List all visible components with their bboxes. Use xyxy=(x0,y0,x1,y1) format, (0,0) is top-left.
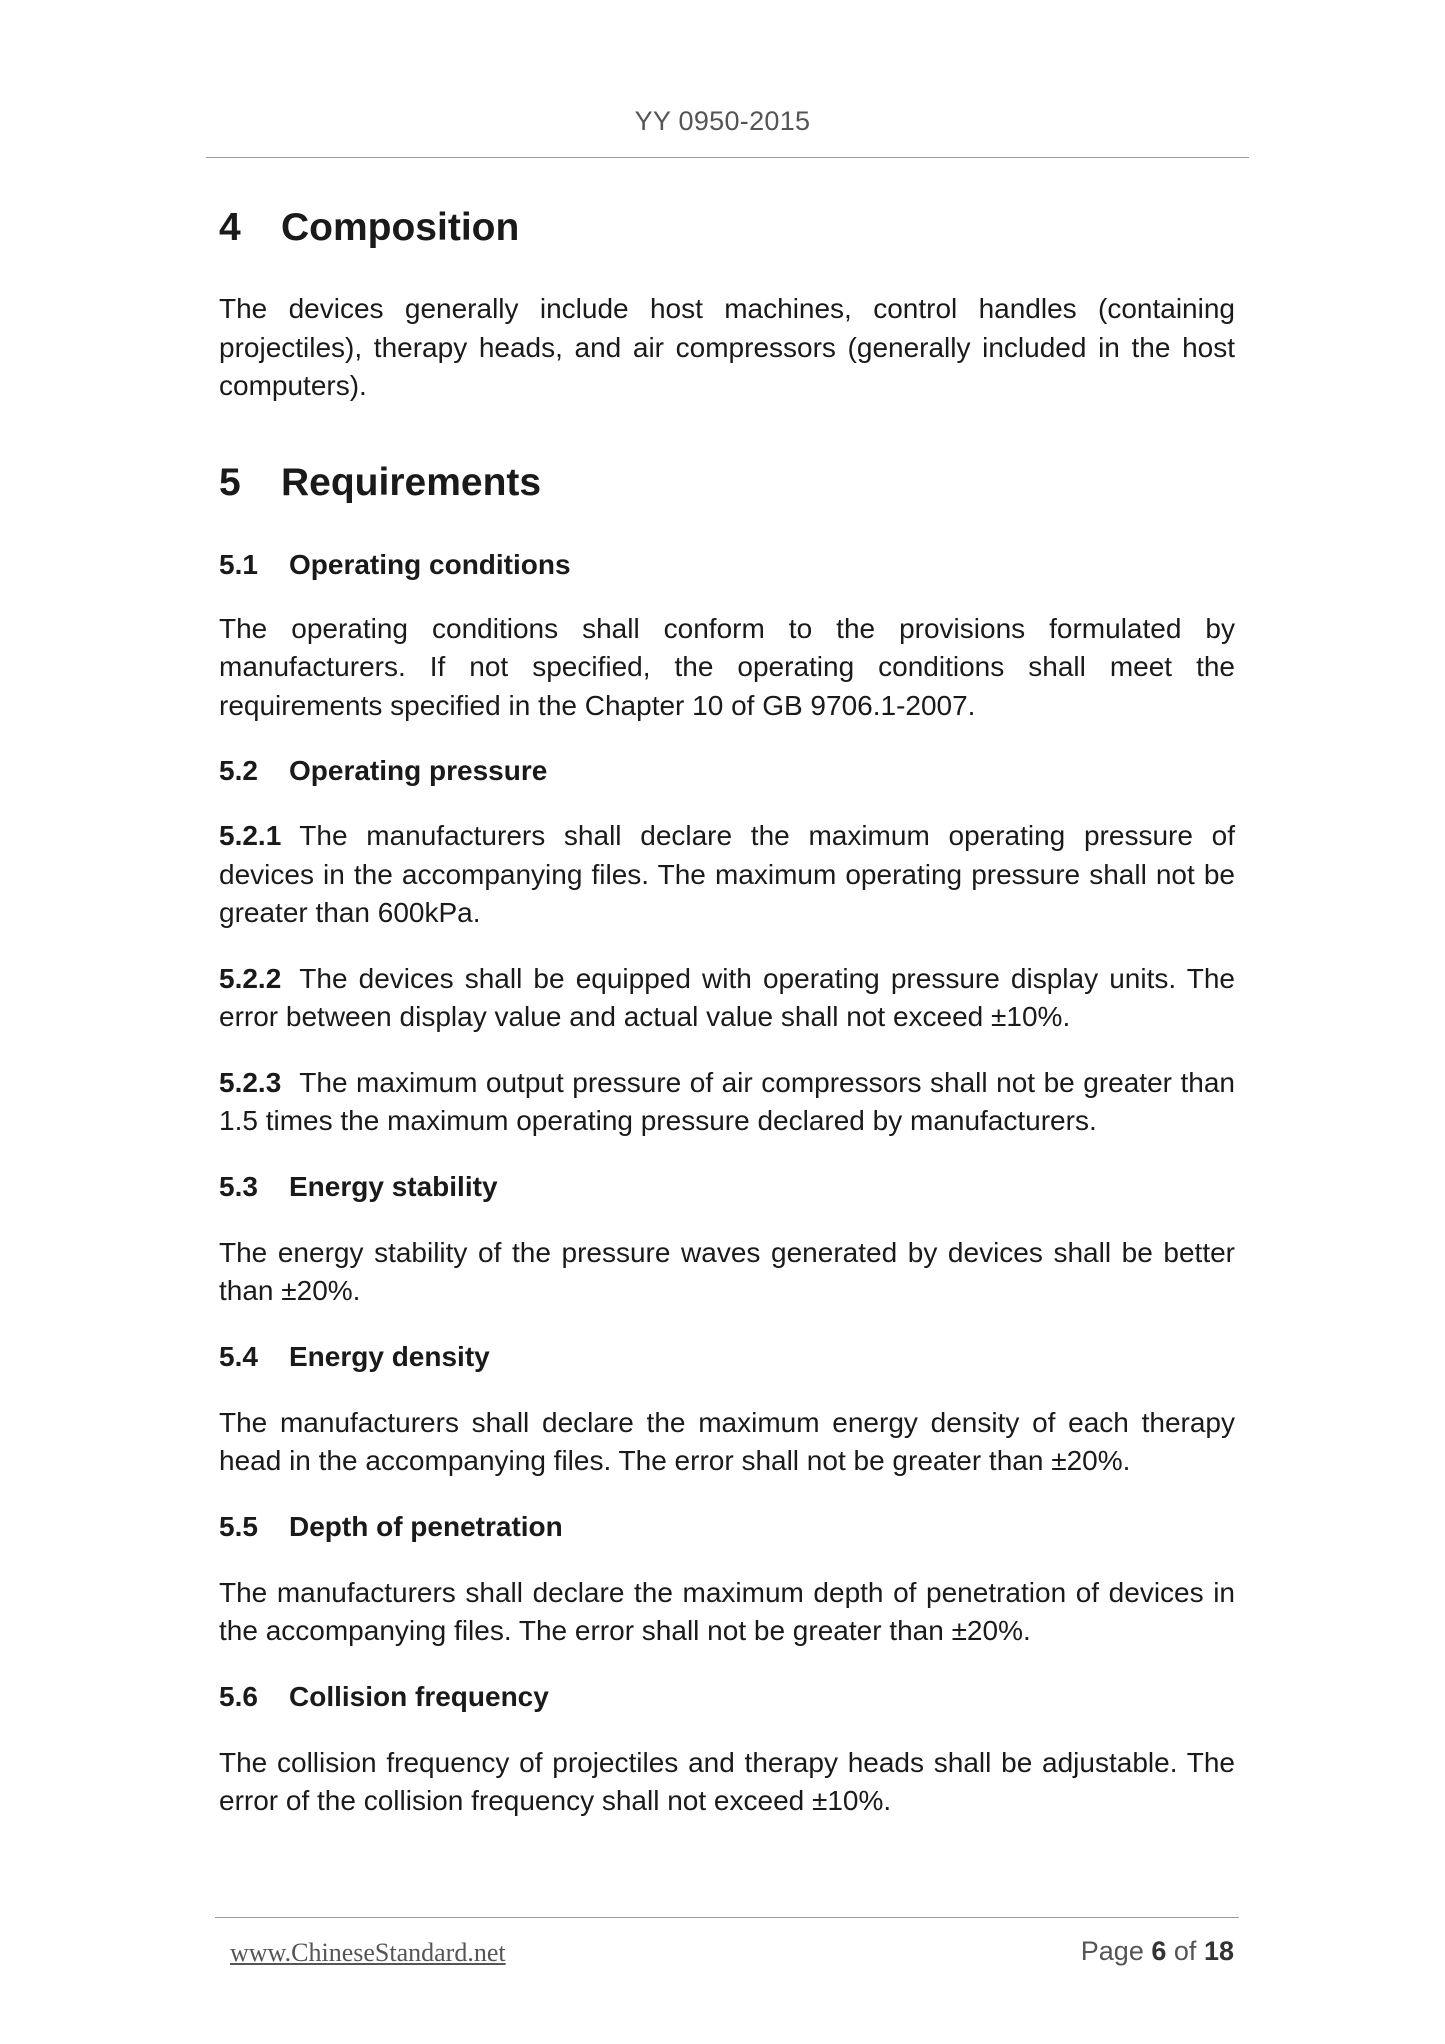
clause-5-2-1 xyxy=(219,817,1235,933)
energy-density-paragraph: The manufacturers shall declare the maximum energy density of each therapy head in the accompanying files. The error shall not be greater than ±20%. xyxy=(219,1406,1235,1476)
subsection-heading-5-6 xyxy=(219,1677,1235,1717)
subsection-title: Operating pressure xyxy=(289,755,548,786)
energy-stability-paragraph: The energy stability of the pressure waves generated by devices shall be better than ±20%. xyxy=(219,1236,1235,1306)
footer-divider xyxy=(215,1917,1239,1918)
website-link[interactable]: www.ChineseStandard.net xyxy=(230,1938,506,1967)
clause-number: 5.2.1 xyxy=(219,820,282,851)
subsection-number: 5.5 xyxy=(219,1510,258,1542)
depth-of-penetration-paragraph: The manufacturers shall declare the maximum depth of penetration of devices in the accompanying files. The error shall not be greater than ±20%. xyxy=(219,1576,1235,1646)
clause-5-2-2 xyxy=(219,960,1235,1037)
section-heading-5 xyxy=(219,451,1235,515)
subsection-number: 5.6 xyxy=(219,1680,258,1712)
page-of: of xyxy=(1173,1936,1197,1966)
page-prefix: Page xyxy=(1080,1936,1144,1966)
document-code: YY 0950-2015 xyxy=(634,106,811,136)
subsection-title: Depth of penetration xyxy=(289,1510,563,1542)
operating-conditions-paragraph: The operating conditions shall conform to the provisions formulated by manufacturers. If not specified, the operating conditions shall meet the requirements specified in the Chapter 10 of GB 9706.1-2007. xyxy=(219,612,1235,721)
subsection-heading-5-2 xyxy=(219,751,1235,791)
subsection-heading-5-1 xyxy=(219,545,1235,585)
subsection-number: 5.4 xyxy=(219,1340,258,1372)
page-current: 6 xyxy=(1151,1936,1167,1966)
subsection-title: Energy stability xyxy=(289,1170,498,1202)
collision-frequency-paragraph: The collision frequency of projectiles and therapy heads shall be adjustable. The error of the collision frequency shall not exceed ±10%. xyxy=(219,1746,1235,1816)
clause-text: The manufacturers shall declare the maximum operating pressure of devices in the accompanying files. The maximum operating pressure shall not be greater than 600kPa. xyxy=(219,820,1235,928)
section-number: 4 xyxy=(219,206,241,249)
subsection-heading-5-5 xyxy=(219,1507,1235,1547)
page-number xyxy=(1081,1936,1234,1967)
subsection-title: Operating conditions xyxy=(289,548,571,580)
subsection-number: 5.3 xyxy=(219,1170,258,1202)
subsection-number: 5.2 xyxy=(219,755,258,786)
subsection-title: Collision frequency xyxy=(289,1680,549,1712)
clause-number: 5.2.3 xyxy=(219,1066,282,1098)
subsection-title: Energy density xyxy=(289,1340,490,1372)
section-number: 5 xyxy=(219,460,241,504)
clause-text: The devices shall be equipped with operating pressure display units. The error between display value and actual value shall not exceed ±10%. xyxy=(219,962,1235,1032)
composition-paragraph: The devices generally include host machines, control handles (containing projectiles), therapy heads, and air compressors (generally included in the host computers). xyxy=(219,293,1235,401)
page-content xyxy=(219,196,1235,1821)
section-heading-4 xyxy=(219,196,1235,260)
clause-text: The maximum output pressure of air compressors shall not be greater than 1.5 times the maximum operating pressure declared by manufacturers. xyxy=(219,1066,1235,1136)
section-title: Requirements xyxy=(281,460,542,504)
clause-5-2-3 xyxy=(219,1064,1235,1141)
subsection-heading-5-4 xyxy=(219,1337,1235,1377)
page-total: 18 xyxy=(1203,1936,1234,1966)
subsection-heading-5-3 xyxy=(219,1167,1235,1207)
header-divider xyxy=(206,157,1249,158)
section-title: Composition xyxy=(281,206,520,249)
clause-number: 5.2.2 xyxy=(219,962,282,994)
subsection-number: 5.1 xyxy=(219,548,258,580)
